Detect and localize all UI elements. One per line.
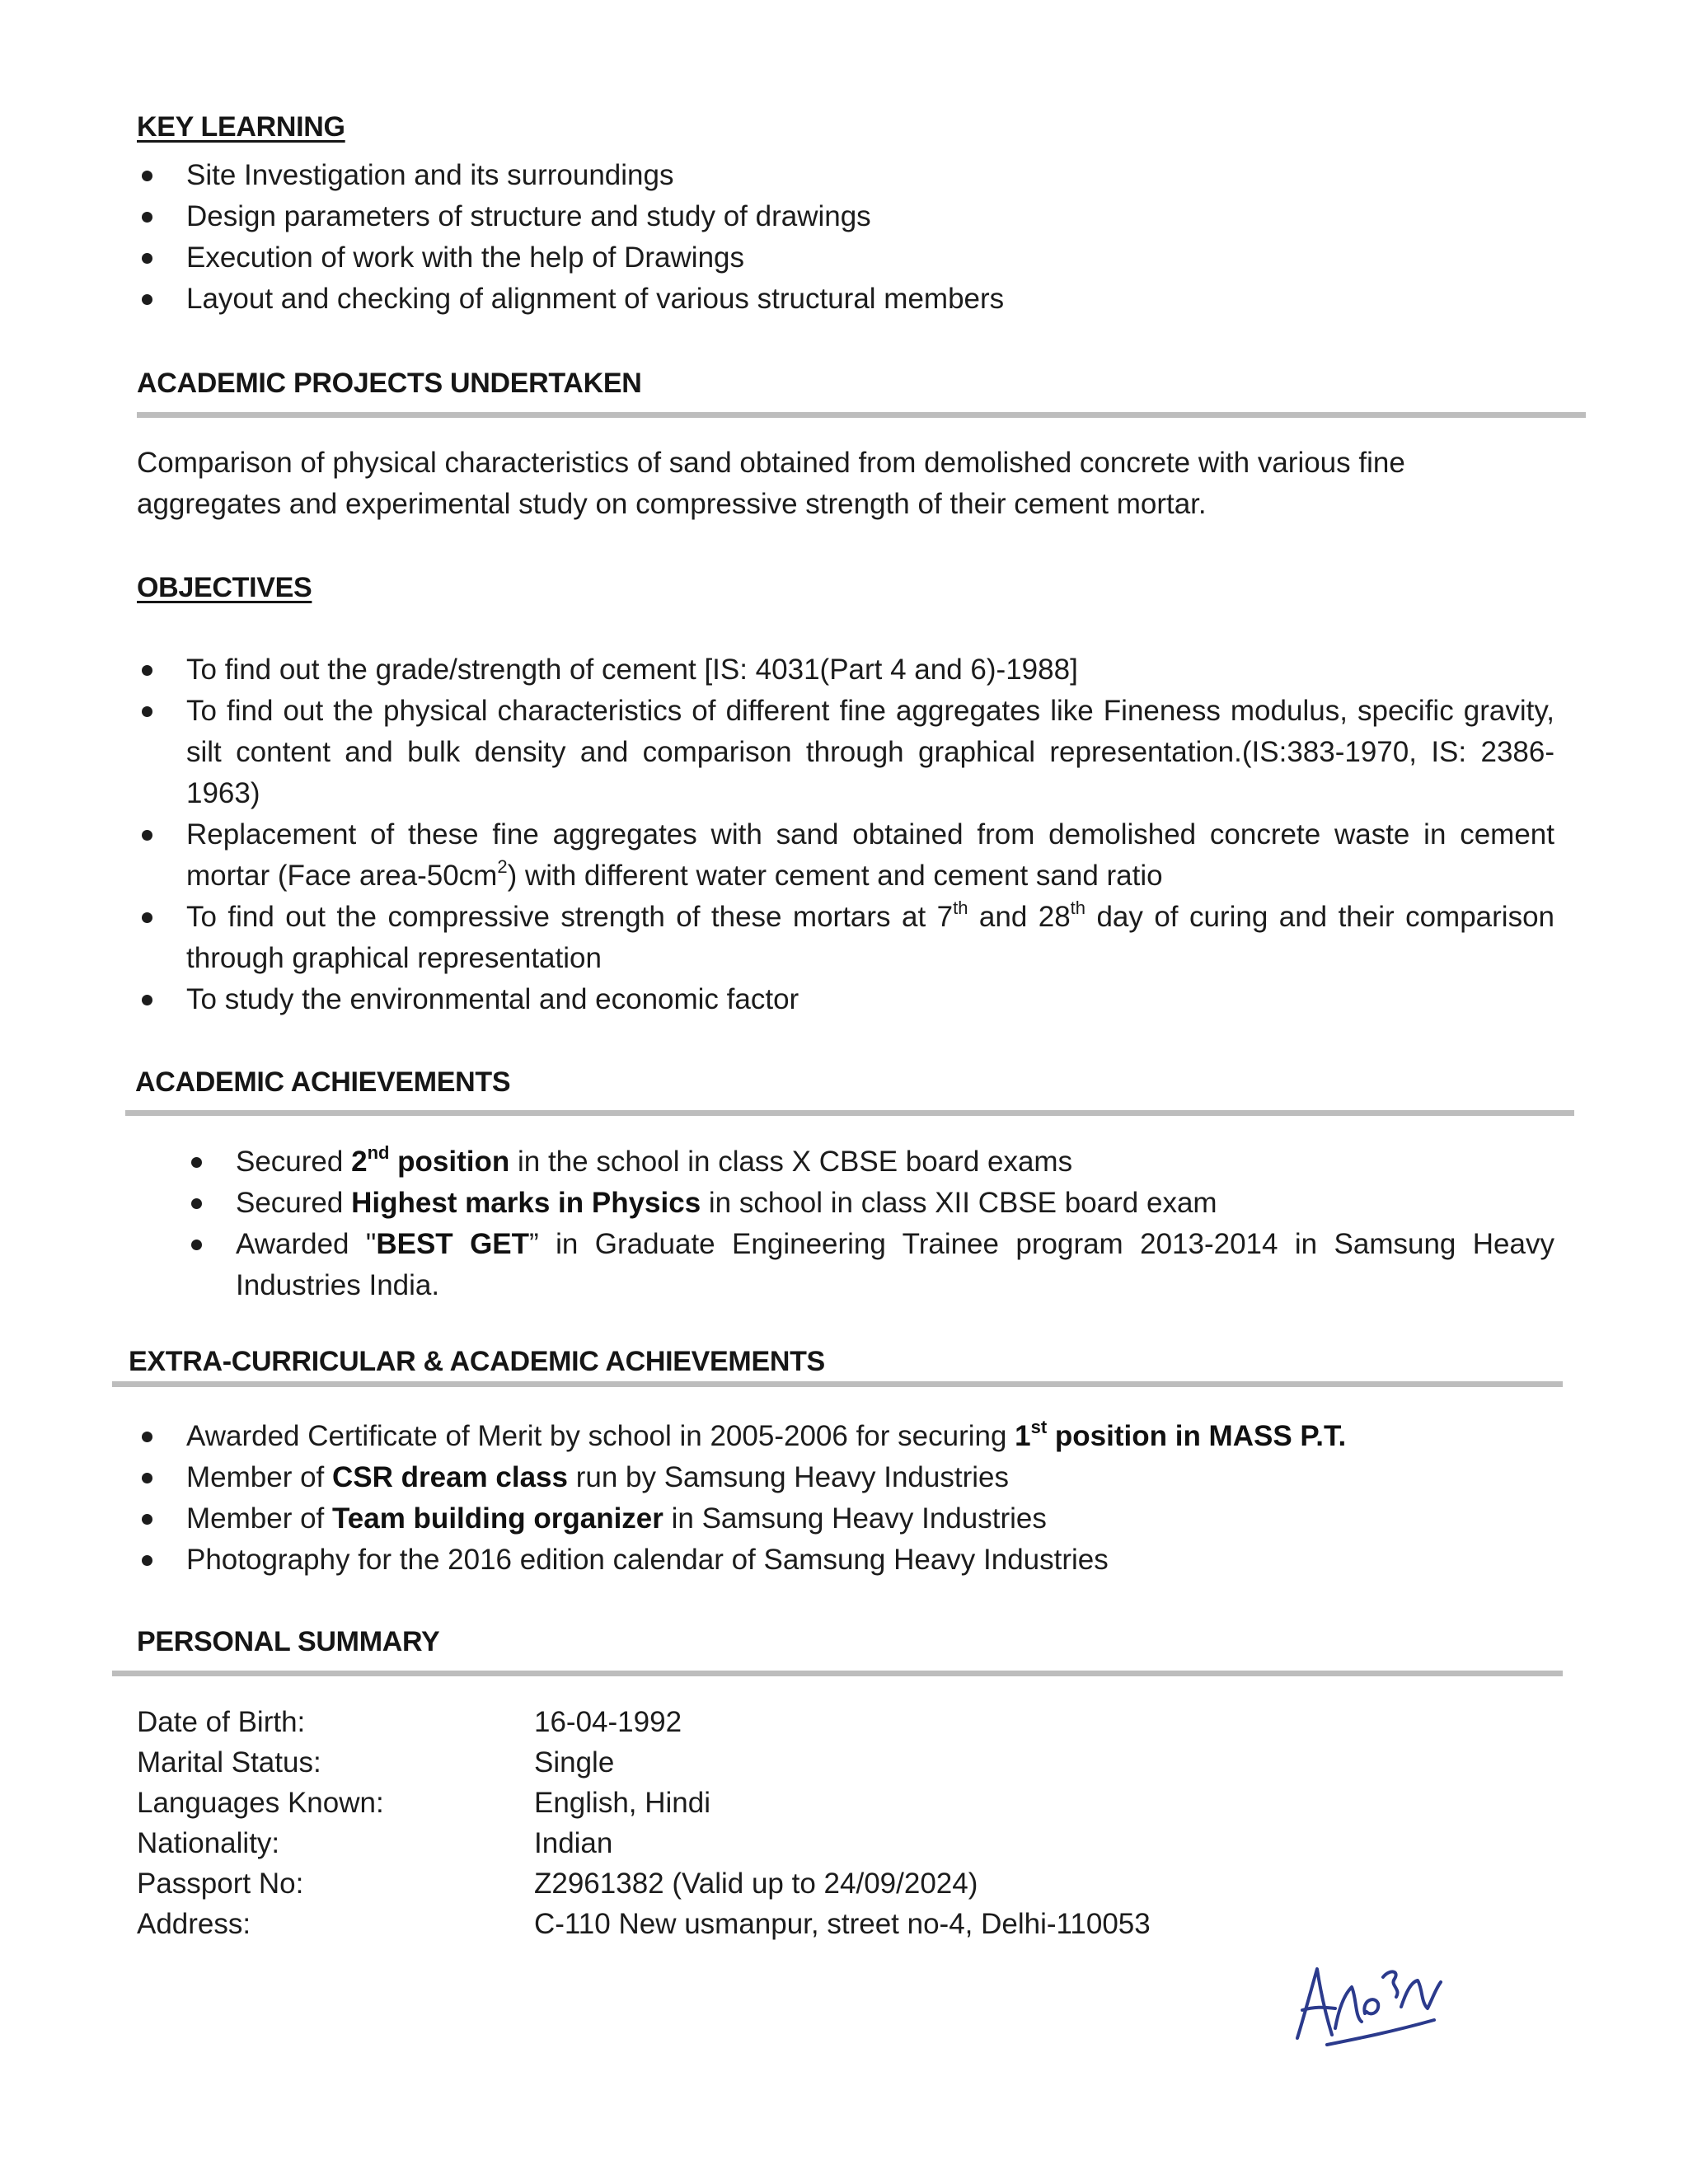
section-divider — [137, 412, 1586, 418]
detail-value: Z2961382 (Valid up to 24/09/2024) — [534, 1868, 978, 1900]
list-item: Site Investigation and its surroundings — [137, 155, 1554, 196]
objectives-heading: OBJECTIVES — [137, 572, 312, 603]
detail-label: Passport No: — [137, 1868, 304, 1900]
objectives-list — [137, 649, 1554, 1020]
detail-row — [137, 1742, 1456, 1783]
detail-value: 16-04-1992 — [534, 1706, 682, 1738]
personal-details — [137, 1702, 1456, 1944]
detail-value: C-110 New usmanpur, street no-4, Delhi-110053 — [534, 1908, 1151, 1940]
list-item: Replacement of these fine aggregates with sand obtained from demolished concrete waste in cement mortar (Face area-$50cm^2$) with different water cement and cement sand ratio — [137, 814, 1554, 897]
detail-label: Date of Birth: — [137, 1706, 306, 1738]
academic-projects-heading: ACADEMIC PROJECTS UNDERTAKEN — [137, 368, 642, 399]
list-item: To find out the compressive strength of these mortars at 7th and 28th day of curing and their comparison through graphical representation — [137, 897, 1554, 979]
key-learning-list — [137, 155, 1554, 320]
academic-project-description: Comparison of physical characteristics of sand obtained from demolished concrete with various fine aggregates and experimental study on compressive strength of their cement mortar. — [137, 447, 1405, 520]
extra-curricular-list — [137, 1416, 1554, 1581]
list-item: Awarded "BEST GET” in Graduate Engineering Trainee program 2013-2014 in Samsung Heavy Industries India. — [186, 1224, 1554, 1306]
list-item: To study the environmental and economic factor — [137, 979, 1554, 1020]
detail-row — [137, 1823, 1456, 1863]
section-divider — [112, 1671, 1563, 1676]
key-learning-heading: KEY LEARNING — [137, 111, 345, 143]
section-divider — [125, 1110, 1574, 1116]
list-item: Awarded Certificate of Merit by school in 2005-2006 for securing 1st position in MASS P.T. — [137, 1416, 1554, 1457]
list-item: Layout and checking of alignment of various structural members — [137, 279, 1554, 320]
list-item: Design parameters of structure and study of drawings — [137, 196, 1554, 237]
detail-row — [137, 1702, 1456, 1742]
detail-value: English, Hindi — [534, 1787, 710, 1819]
detail-row — [137, 1783, 1456, 1823]
list-item: Secured Highest marks in Physics in school in class XII CBSE board exam — [186, 1183, 1554, 1224]
detail-label: Nationality: — [137, 1827, 280, 1859]
detail-label: Languages Known: — [137, 1787, 384, 1819]
signature — [1286, 1941, 1451, 2056]
list-item: Secured 2nd position in the school in class X CBSE board exams — [186, 1141, 1554, 1183]
list-item: To find out the grade/strength of cement [IS: 4031(Part 4 and 6)-1988] — [137, 649, 1554, 691]
academic-achievements-heading: ACADEMIC ACHIEVEMENTS — [135, 1066, 511, 1098]
list-item: To find out the physical characteristics of different fine aggregates like Fineness modulus, specific gravity, silt content and bulk density and comparison through graphical representation.(IS:383-1970, IS: 2386-1963) — [137, 691, 1554, 814]
academic-achievements-list — [186, 1141, 1554, 1306]
personal-summary-heading: PERSONAL SUMMARY — [137, 1626, 440, 1657]
detail-label: Marital Status: — [137, 1746, 321, 1779]
detail-row — [137, 1863, 1456, 1904]
list-item: Photography for the 2016 edition calendar of Samsung Heavy Industries — [137, 1540, 1554, 1581]
list-item: Member of Team building organizer in Samsung Heavy Industries — [137, 1498, 1554, 1540]
detail-value: Indian — [534, 1827, 613, 1859]
extra-curricular-heading: EXTRA-CURRICULAR & ACADEMIC ACHIEVEMENTS — [129, 1346, 825, 1377]
section-divider — [112, 1381, 1563, 1387]
detail-row — [137, 1904, 1456, 1944]
list-item: Member of CSR dream class run by Samsung Heavy Industries — [137, 1457, 1554, 1498]
detail-label: Address: — [137, 1908, 251, 1940]
list-item: Execution of work with the help of Drawings — [137, 237, 1554, 279]
detail-value: Single — [534, 1746, 615, 1779]
